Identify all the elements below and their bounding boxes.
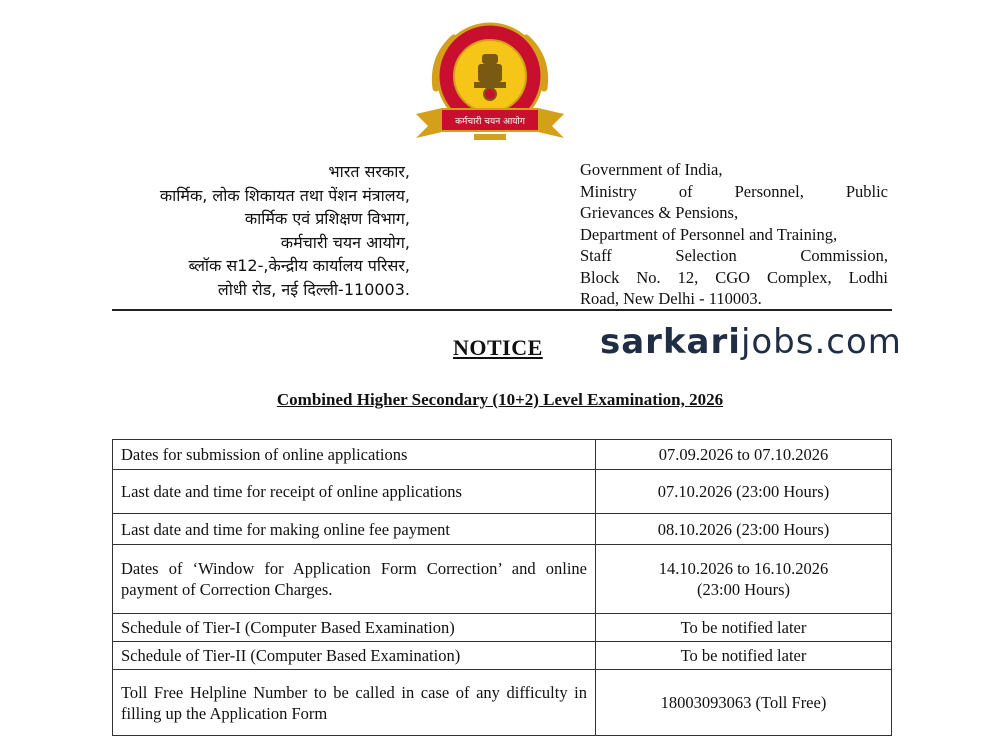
ssc-emblem-logo xyxy=(412,18,568,146)
hindi-address-line: कर्मचारी चयन आयोग, xyxy=(280,232,410,252)
hindi-address-line: लोधी रोड, नई दिल्ली-110003. xyxy=(217,279,410,299)
svg-text:कर्मचारी चयन आयोग: कर्मचारी चयन आयोग xyxy=(455,117,525,127)
english-address xyxy=(580,159,888,310)
sarkarijobs-watermark xyxy=(600,322,902,362)
schedule-label: Last date and time for receipt of online applications xyxy=(113,470,596,514)
english-address-line: Block No. 12, CGO Complex, Lodhi xyxy=(580,267,888,287)
schedule-label: Dates of ‘Window for Application Form Correction’ and online payment of Correction Charges. xyxy=(113,545,596,614)
schedule-label: Schedule of Tier-I (Computer Based Examination) xyxy=(113,614,596,642)
exam-title: Combined Higher Secondary (10+2) Level Examination, 2026 xyxy=(276,390,724,409)
english-address-line: Grievances & Pensions, xyxy=(580,203,739,222)
hindi-address-line: कार्मिक एवं प्रशिक्षण विभाग, xyxy=(244,209,410,228)
hindi-address xyxy=(110,160,410,301)
english-address-line: Staff Selection Commission, xyxy=(580,246,888,265)
table-row xyxy=(113,614,892,642)
hindi-address-line: भारत सरकार, xyxy=(328,162,410,181)
schedule-label: Dates for submission of online applications xyxy=(113,440,596,470)
header-divider xyxy=(112,309,892,311)
schedule-value: To be notified later xyxy=(596,614,892,642)
table-row xyxy=(113,670,892,736)
schedule-value: 08.10.2026 (23:00 Hours) xyxy=(596,514,892,545)
schedule-label: Schedule of Tier-II (Computer Based Examination) xyxy=(113,642,596,670)
table-row xyxy=(113,470,892,514)
table-row xyxy=(113,440,892,470)
watermark-bold: sarkari xyxy=(600,322,741,362)
english-address-line: Ministry of Personnel, Public xyxy=(580,181,888,201)
english-address-line: Department of Personnel and Training, xyxy=(580,224,838,244)
schedule-value: 14.10.2026 to 16.10.2026 (23:00 Hours) xyxy=(596,545,892,614)
hindi-address-line: कार्मिक, लोक शिकायत तथा पेंशन मंत्रालय, xyxy=(159,185,410,205)
table-row xyxy=(113,514,892,545)
schedule-label: Last date and time for making online fee payment xyxy=(113,514,596,545)
english-address-line: Road, New Delhi - 110003. xyxy=(580,289,762,308)
watermark-light: jobs.com xyxy=(740,322,902,362)
hindi-address-line: ब्लॉक स12-,केन्द्रीय कार्यालय परिसर, xyxy=(188,256,410,275)
schedule-value: 18003093063 (Toll Free) xyxy=(596,670,892,736)
table-row xyxy=(113,642,892,670)
schedule-value: 07.09.2026 to 07.10.2026 xyxy=(596,440,892,470)
english-address-line: Government of India, xyxy=(580,160,723,179)
schedule-label: Toll Free Helpline Number to be called in case of any difficulty in filling up the Application Form xyxy=(113,670,596,736)
notice-heading: NOTICE xyxy=(453,335,543,360)
schedule-table xyxy=(112,439,892,736)
table-row xyxy=(113,545,892,614)
schedule-value: To be notified later xyxy=(596,642,892,670)
schedule-value: 07.10.2026 (23:00 Hours) xyxy=(596,470,892,514)
